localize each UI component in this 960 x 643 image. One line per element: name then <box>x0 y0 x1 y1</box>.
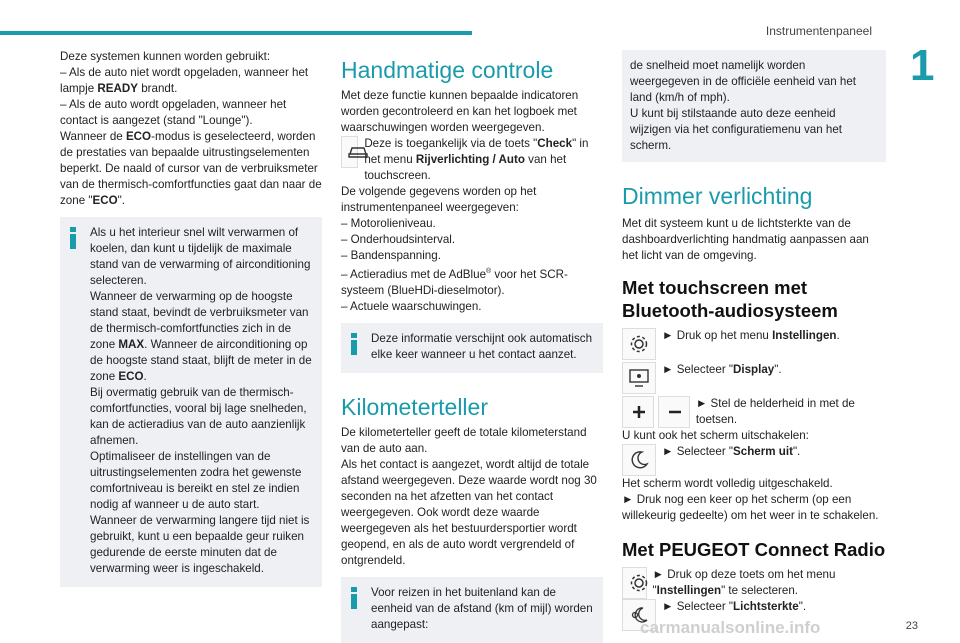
check-row <box>341 136 603 184</box>
column-2 <box>341 56 603 643</box>
step-text: ► Stel de helderheid in met de toetsen. <box>695 397 855 426</box>
car-icon <box>341 136 358 168</box>
paragraph: De volgende gegevens worden op het instrumentenpaneel weergegeven: <box>341 185 537 214</box>
paragraph: – Als de auto wordt opgeladen, wanneer het contact is aangezet (stand "Lounge"). <box>60 98 287 127</box>
paragraph: U kunt ook het scherm uitschakelen: <box>622 429 809 442</box>
step-row <box>622 362 886 394</box>
column-1 <box>60 49 322 587</box>
paragraph: Het scherm wordt volledig uitgeschakeld. <box>622 477 833 490</box>
page-number: 23 <box>905 620 918 632</box>
list-item: – Actuele waarschuwingen. <box>341 299 482 313</box>
column-3 <box>622 50 886 631</box>
info-icon <box>70 227 76 249</box>
info-text: Voor reizen in het buitenland kan de eenheid van de afstand (km of mijl) worden aangepast: <box>371 585 593 631</box>
info-text: Deze informatie verschijnt ook automatisch elke keer wanneer u het contact aanzet. <box>371 331 593 361</box>
step-text: ► Selecteer "Lichtsterkte". <box>662 600 807 613</box>
step-text: ► Selecteer "Scherm uit". <box>662 445 801 458</box>
paragraph: Met deze functie kunnen bepaalde indicatoren worden gecontroleerd en kan het logboek met waarschuwingen worden weergegeven. <box>341 89 579 134</box>
heading-dimmer: Dimmer verlichting <box>622 183 813 209</box>
info-text: Wanneer de verwarming op de hoogste stand staat, bevindt de verbruiksmeter van de thermisch-comfortfuncties zich in de zone MAX. Wanneer de airconditioning op de hoogste stand staat, blijft de meter in de zone ECO. <box>90 290 312 383</box>
info-text: Optimaliseer de instellingen van de uitrustingselementen zodra het gewenste comfortniveau is bereikt en stel ze indien nodig af wanneer u de auto start. <box>90 450 302 511</box>
paragraph: Deze is toegankelijk via de toets "Check" in het menu Rijverlichting / Auto van het touchscreen. <box>364 137 589 182</box>
heading-manual-check: Handmatige controle <box>341 57 554 83</box>
step-text: ► Druk op het menu Instellingen. <box>662 329 840 342</box>
paragraph: ► Druk nog een keer op het scherm (op een willekeurig gedeelte) om het weer in te schakelen. <box>622 493 879 522</box>
info-box-continued <box>622 50 886 162</box>
heading-touchscreen: Met touchscreen met Bluetooth-audiosysteem <box>622 277 838 321</box>
info-box <box>341 577 603 643</box>
paragraph: Als het contact is aangezet, wordt altijd de totale afstand weergegeven. Deze waarde wordt nog 30 seconden na het afzetten van het contact weergegeven. Ook wordt deze waarde weergegeven als het bestuurdersportier wordt geopend, en als de auto wordt vergrendeld of ontgrendeld. <box>341 457 597 567</box>
info-box <box>341 323 603 373</box>
section-title: Instrumentenpaneel <box>765 24 872 38</box>
display-brightness-icon <box>622 362 656 394</box>
list-item: – Onderhoudsinterval. <box>341 233 456 246</box>
step-row <box>622 567 886 599</box>
info-box <box>60 217 322 587</box>
header-accent-bar <box>0 31 472 35</box>
heading-connect-radio: Met PEUGEOT Connect Radio <box>622 539 886 560</box>
list-item: – Motorolieniveau. <box>341 217 436 230</box>
gear-icon <box>622 328 656 360</box>
list-item: – Actieradius met de AdBlue® voor het SCR-systeem (BlueHDi-dieselmotor). <box>341 267 568 297</box>
list-item: – Bandenspanning. <box>341 249 441 262</box>
moon-icon <box>622 444 656 476</box>
step-text: ► Druk op deze toets om het menu "Instellingen" te selecteren. <box>652 568 836 597</box>
paragraph: Deze systemen kunnen worden gebruikt: <box>60 50 271 63</box>
paragraph: – Als de auto niet wordt opgeladen, wanneer het lampje READY brandt. <box>60 66 309 95</box>
step-text: ► Selecteer "Display". <box>662 363 782 376</box>
chapter-number: 1 <box>902 45 960 87</box>
info-text: de snelheid moet namelijk worden weergegeven in de officiële eenheid van het land (km/h of mph). <box>630 59 857 104</box>
step-row <box>622 396 886 428</box>
info-icon <box>351 587 357 609</box>
step-row <box>622 444 886 476</box>
gear-icon <box>622 567 647 599</box>
paragraph: De kilometerteller geeft de totale kilometerstand van de auto aan. <box>341 425 587 455</box>
paragraph: Met dit systeem kunt u de lichtsterkte van de dashboardverlichting handmatig aanpassen aan het licht van de omgeving. <box>622 217 869 262</box>
step-row <box>622 328 886 360</box>
info-text: U kunt bij stilstaande auto deze eenheid wijzigen via het configuratiemenu van het scherm. <box>630 107 843 152</box>
info-text: Bij overmatig gebruik van de thermisch-comfortfuncties, vooral bij lage snelheden, kan de actieradius van de auto aanzienlijk afnemen. <box>90 386 307 447</box>
minus-icon <box>658 396 690 428</box>
plus-icon <box>622 396 654 428</box>
info-text: Wanneer de verwarming langere tijd niet is gebruikt, kunt u een bepaalde geur ruiken gedurende de eerste minuten dat de verwarming weer is ingeschakeld. <box>90 514 310 575</box>
heading-odometer: Kilometerteller <box>341 393 488 420</box>
info-icon <box>351 333 357 355</box>
watermark: carmanualsonline.info <box>640 618 821 637</box>
paragraph: Wanneer de ECO-modus is geselecteerd, worden de prestaties van bepaalde uitrustingselementen beperkt. De naald of cursor van de verbruiksmeter van de thermisch-comfortfuncties gaat dan naar de zone "ECO". <box>60 130 322 207</box>
info-text: Als u het interieur snel wilt verwarmen of koelen, dan kunt u tijdelijk de maximale stand van de verwarming of airconditioning selecteren. <box>90 226 311 287</box>
